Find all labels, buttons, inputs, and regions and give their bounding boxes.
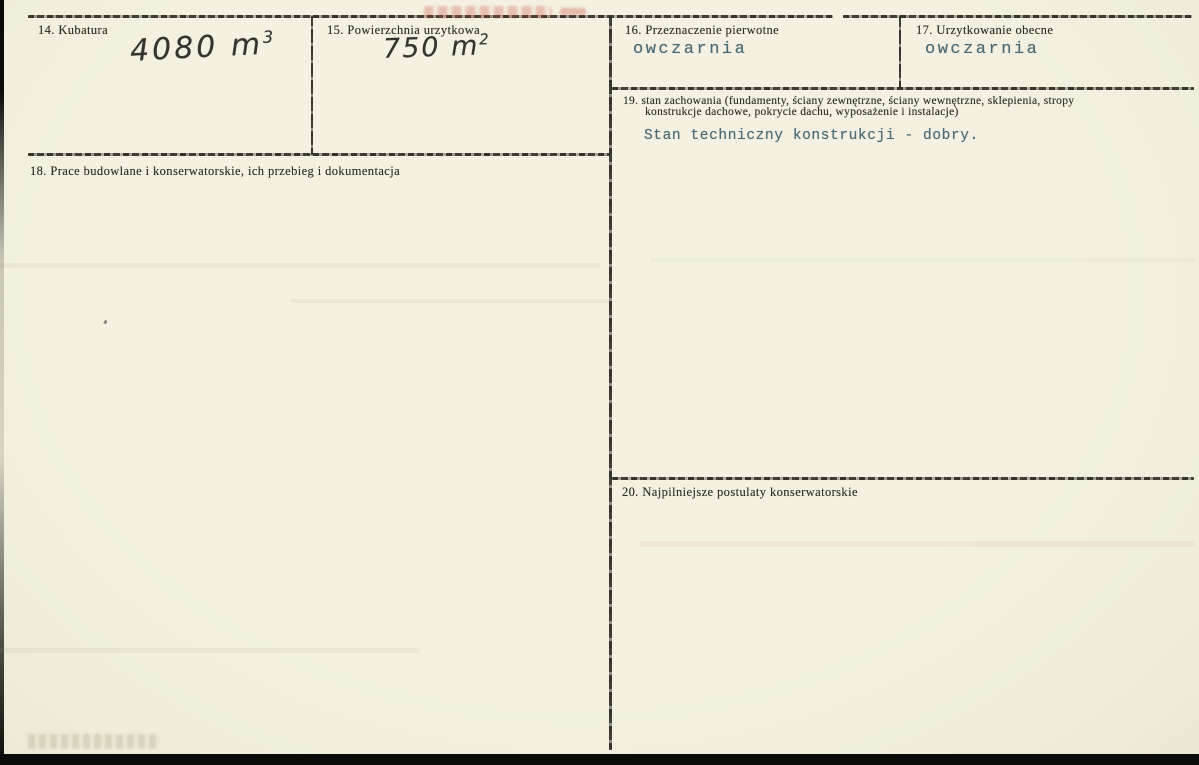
divider-field19-field20 <box>612 477 1194 480</box>
field-15-value-superscript: 2 <box>478 30 491 49</box>
field-16-label: 16. Przeznaczenie pierwotne <box>625 23 780 37</box>
scan-edge-artifact-left <box>0 0 4 765</box>
field-14-label: 14. Kubatura <box>38 23 109 37</box>
scan-streak <box>0 263 600 268</box>
field-17-value-typed: owczarnia <box>925 40 1040 59</box>
field-20-label: 20. Najpilniejsze postulaty konserwatorskie <box>622 485 858 499</box>
red-stamp-speck <box>560 8 586 15</box>
field-17-label: 17. Urzytkowanie obecne <box>916 23 1054 37</box>
border-top-right-segment <box>843 15 1192 18</box>
pen-dot-artifact <box>103 320 107 325</box>
field-15-label: 15. Powierzchnia urzytkowa <box>327 23 481 37</box>
faint-print-code-artifact <box>28 734 160 749</box>
scan-streak <box>640 541 1195 547</box>
divider-field14-field15 <box>311 16 313 155</box>
border-bottom-fields14-15 <box>28 153 610 156</box>
red-stamp-artifact <box>424 6 552 18</box>
scan-streak <box>0 648 420 653</box>
field-19-value-typed: Stan techniczny konstrukcji - dobry. <box>644 128 979 144</box>
border-bottom-fields16-17 <box>612 87 1194 90</box>
field-15-value-base: 750 m <box>382 30 480 65</box>
field-19-label-line2: konstrukcje dachowe, pokrycie dachu, wyposażenie i instalacje) <box>645 106 959 118</box>
field-19-label-line1: 19. stan zachowania (fundamenty, ściany zewnętrzne, ściany wewnętrzne, sklepienia, stropy <box>623 95 1075 107</box>
scan-streak <box>650 258 1195 262</box>
field-14-value-base: 4080 m <box>129 26 264 69</box>
field-14-value-handwritten <box>129 26 277 69</box>
field-15-value-handwritten <box>382 30 491 65</box>
divider-center-vertical <box>609 16 612 750</box>
field-18-label: 18. Prace budowlane i konserwatorskie, ich przebieg i dokumentacja <box>30 164 401 178</box>
divider-field16-field17 <box>899 16 901 88</box>
scan-streak <box>290 299 610 303</box>
scan-bar-artifact-bottom <box>0 754 1199 765</box>
field-14-value-superscript: 3 <box>262 27 277 47</box>
field-16-value-typed: owczarnia <box>633 40 748 59</box>
